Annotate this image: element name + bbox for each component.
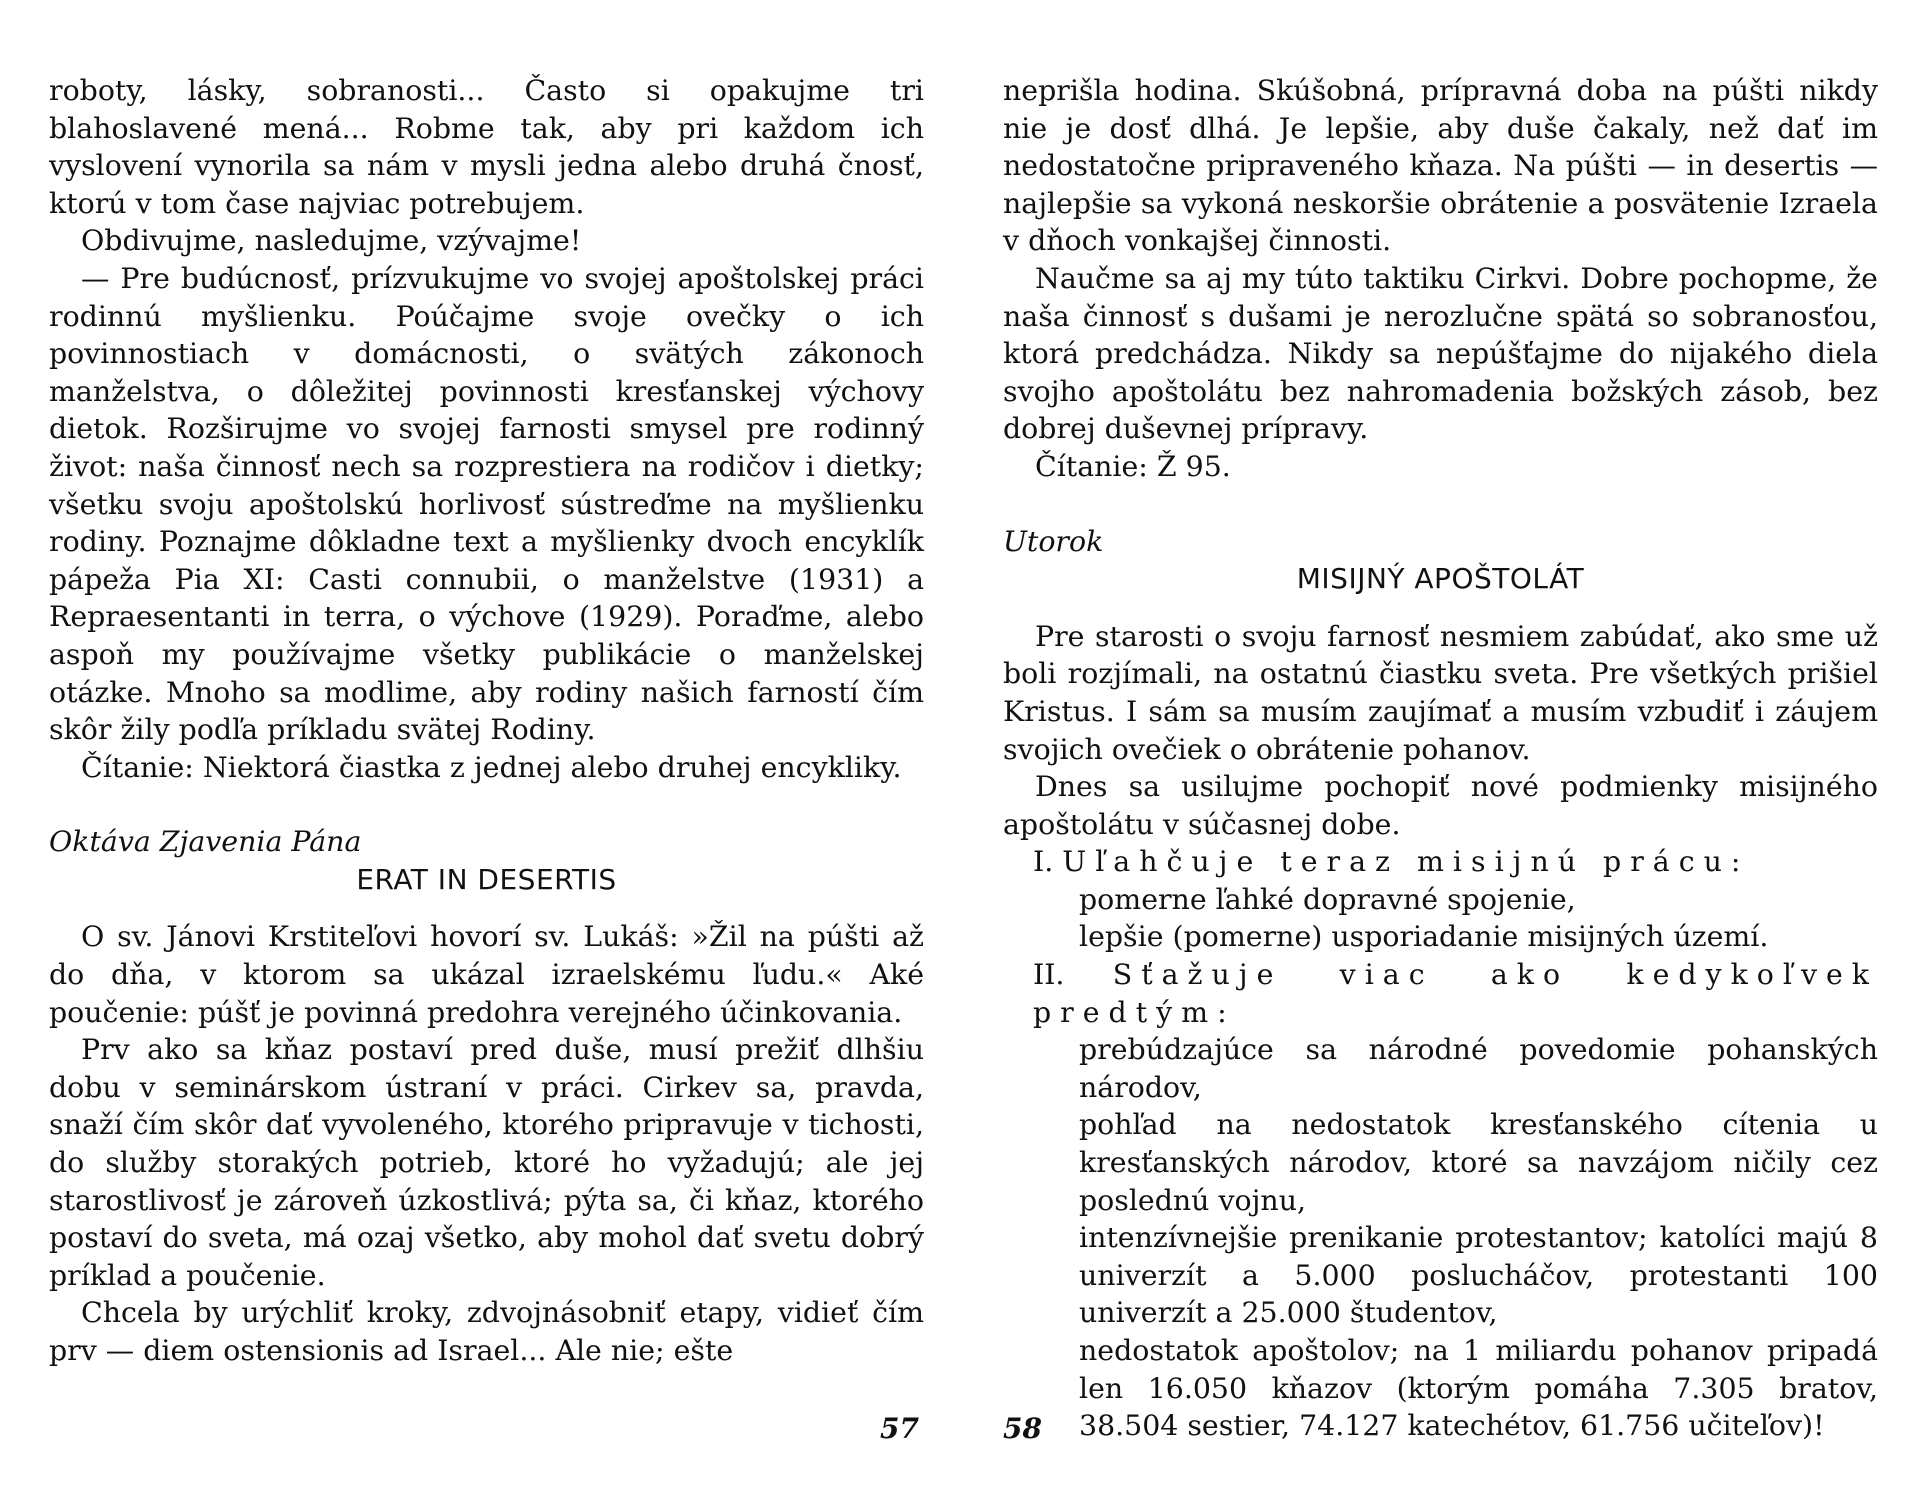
list-1-heading [1003,843,1878,881]
left-paragraph-3: — Pre budúcnosť, prízvukujme vo svojej apoštolskej práci rodinnú myšlienku. Poúčajme svoje ovečky o ich povinnostiach v domácnosti, o svätých zákonoch manželstva, o dôležitej povinnosti kresťanskej výchovy dietok. Rozširujme vo svojej farnosti smysel pre rodinný život: naša činnosť nech sa rozprestiera na rodičov i dietky; všetku svoju apoštolskú horlivosť sústreďme na myšlienku rodiny. Poznajme dôkladne text a myšlienky dvoch encyklík pápeža Pia XI: Casti connubii, o manželstve (1931) a Repraesentanti in terra, o výchove (1929). Poraďme, alebo aspoň my používajme všetky publikácie o manželskej otázke. Mnoho sa modlime, aby rodiny našich farností čím skôr žily podľa príkladu svätej Rodiny. [49,261,924,747]
right-paragraph-4: Pre starosti o svoju farnosť nesmiem zabúdať, ako sme už boli rozjímali, na ostatnú čiastku sveta. Pre všetkých prišiel Kristus. I sám sa musím zaujímať a musím vzbudiť i záujem svojich ovečiek o obrátenie pohanov. [1003,619,1878,766]
list-1-item: lepšie (pomerne) usporiadanie misijných území. [1079,920,1769,954]
list-2-item: nedostatok apoštolov; na 1 miliardu pohanov pripadá len 16.050 kňazov (ktorým pomáha 7.305 bratov, 38.504 sestier, 74.127 katechétov, 61.756 učiteľov)! [1079,1334,1878,1443]
right-page [1003,72,1878,1445]
left-paragraph-2: Obdivujme, nasledujme, vzývajme! [81,224,582,258]
list-2-heading [1003,956,1878,1031]
right-paragraph-3: Čítanie: Ž 95. [1035,449,1231,483]
list-2-item: intenzívnejšie prenikanie protestantov; katolíci majú 8 univerzít a 5.000 poslucháčov, protestanti 100 univerzít a 25.000 študentov, [1079,1221,1878,1330]
left-paragraph-1: roboty, lásky, sobranosti... Často si opakujme tri blahoslavené mená... Robme tak, aby pri každom ich vyslovení vynorila sa nám v mysli jedna alebo druhá čnosť, ktorú v tom čase najviac potrebujem. [49,74,924,220]
left-paragraph-4: Čítanie: Niektorá čiastka z jednej alebo druhej encykliky. [81,750,902,784]
page-number-left: 57 [880,1412,919,1445]
list-1-numeral: I. [1033,845,1054,879]
list-1-title: Uľahčuje teraz misijnú prácu: [1062,845,1750,879]
page-number-right: 58 [1003,1412,1042,1445]
left-section-label: Oktáva Zjavenia Pána [49,825,362,859]
right-paragraph-5: Dnes sa usilujme pochopiť nové podmienky misijného apoštolátu v súčasnej dobe. [1003,770,1878,841]
left-paragraph-7: Chcela by urýchliť kroky, zdvojnásobniť etapy, vidieť čím prv — diem ostensionis ad Israel... Ale nie; ešte [49,1296,924,1367]
left-section-title: ERAT IN DESERTIS [356,862,617,896]
right-paragraph-1: neprišla hodina. Skúšobná, prípravná doba na púšti nikdy nie je dosť dlhá. Je lepšie, aby duše čakaly, než dať im nedostatočne pripraveného kňaza. Na púšti — in desertis — najlepšie sa vykoná neskoršie obrátenie a posvätenie Izraela v dňoch vonkajšej činnosti. [1003,74,1878,258]
list-2-item: prebúdzajúce sa národné povedomie pohanských národov, [1079,1033,1878,1104]
right-section-title: MISIJNÝ APOŠTOLÁT [1296,562,1585,596]
left-paragraph-6: Prv ako sa kňaz postaví pred duše, musí prežiť dlhšiu dobu v seminárskom ústraní v práci. Cirkev sa, pravda, snaží čím skôr dať vyvoleného, ktorého pripravuje v tichosti, do služby storakých potrieb, ktoré ho vyžadujú; ale jej starostlivosť je zároveň úzkostlivá; pýta sa, či kňaz, ktorého postaví do sveta, má ozaj všetko, aby mohol dať svetu dobrý príklad a poučenie. [49,1033,924,1292]
left-page [49,72,924,1370]
right-paragraph-2: Naučme sa aj my túto taktiku Cirkvi. Dobre pochopme, že naša činnosť s dušami je nerozlučne spätá so sobranosťou, ktorá predchádza. Nikdy sa nepúšťajme do nijakého diela svojho apoštolátu bez nahromadenia božských zásob, bez dobrej duševnej prípravy. [1003,261,1878,446]
list-1-item: pomerne ľahké dopravné spojenie, [1079,882,1576,916]
list-2-title: Sťažuje viac ako kedykoľvek predtým: [1033,958,1878,1029]
right-section-label: Utorok [1003,524,1104,558]
list-2-item: pohľad na nedostatok kresťanského cítenia u kresťanských národov, ktoré sa navzájom ničily cez poslednú vojnu, [1079,1108,1878,1217]
left-paragraph-5: O sv. Jánovi Krstiteľovi hovorí sv. Lukáš: »Žil na púšti až do dňa, v ktorom sa ukázal izraelskému ľudu.« Aké poučenie: púšť je povinná predohra verejného účinkovania. [49,920,924,1029]
list-2-numeral: II. [1033,958,1065,992]
